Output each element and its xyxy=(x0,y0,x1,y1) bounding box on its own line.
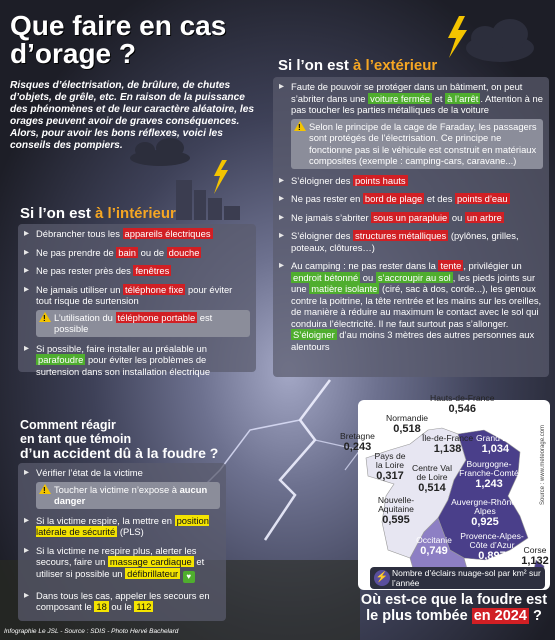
list-item: ▸ Ne jamais utiliser un téléphone fixe pour éviter tout risque de surtension xyxy=(24,284,250,307)
list-item: ▸ S’éloigner des points hauts xyxy=(279,175,543,187)
warning-icon xyxy=(39,312,51,322)
info-note: ! Selon le principe de la cage de Faraday, les passagers sont protégés de l’électrisation. Ce principe ne fonctionne pas si le véhicule est construit en matériaux composites (exemple : camping-cars, caravane...) xyxy=(291,119,543,169)
region-label: Centre Val de Loire 0,514 xyxy=(412,463,452,494)
map-legend: ⚡ Nombre d’éclairs nuage-sol par km² sur l’année xyxy=(370,567,545,589)
france-map xyxy=(340,393,550,590)
info-note: ! L’utilisation du téléphone portable est possible xyxy=(36,310,250,337)
region-label: Bretagne 0,243 xyxy=(340,431,375,453)
map-source: Source : www.meteorage.com xyxy=(540,424,546,505)
list-item: ▸ Vérifier l’état de la victime xyxy=(24,467,220,479)
city-icon xyxy=(176,180,240,220)
region-label: Occitanie 0,749 xyxy=(416,535,452,557)
section-title-interieur: Si l’on est à l’intérieur xyxy=(20,205,176,222)
map-question: Où est-ce que la foudre est le plus tombée en 2024 ? xyxy=(360,592,548,624)
interieur-panel xyxy=(18,224,256,377)
section-title-exterieur: Si l’on est à l’extérieur xyxy=(278,57,438,74)
list-item: ▸ Ne jamais s’abriter sous un parapluie ou un arbre xyxy=(279,212,543,224)
region-label: Pays de la Loire 0,317 xyxy=(374,451,406,482)
temoin-panel xyxy=(18,463,226,621)
lightning-bolt-main xyxy=(265,380,330,540)
list-item: ▸ Ne pas prendre de bain ou de douche xyxy=(24,247,250,259)
section-title-temoin: Comment réagir en tant que témoin d’un accident dû à la foudre ? xyxy=(20,418,219,461)
list-item: ▸ Dans tous les cas, appeler les secours en composant le 18 ou le 112 xyxy=(24,590,220,613)
exterieur-panel xyxy=(273,77,549,377)
page-title: Que faire en cas d’orage ? xyxy=(10,10,227,69)
list-item: ▸ Ne pas rester près des fenêtres xyxy=(24,265,250,277)
region-label: Île-de-France 1,138 xyxy=(422,433,474,455)
region-label: Bourgogne-Franche-Comté 1,243 xyxy=(459,459,519,490)
lightning-icon-small xyxy=(214,160,228,194)
warning-icon xyxy=(39,484,51,494)
region-label: Grand Est 1,034 xyxy=(476,433,515,455)
info-note: ! Toucher la victime n’expose à aucun danger xyxy=(36,482,220,509)
region-label: Provence-Alpes-Côte d’Azur 0,897 xyxy=(460,531,524,562)
list-item: ▸ Si la victime ne respire plus, alerter les secours, faire un massage cardiaque et utiliser si possible un défibrillateur ♥ xyxy=(24,545,220,583)
region-label: Nouvelle-Aquitaine 0,595 xyxy=(377,495,415,526)
list-item: ▸ S’éloigner des structures métalliques (pylônes, grilles, poteaux, clôtures…) xyxy=(279,230,543,253)
region-label: Auvergne-Rhône-Alpes 0,925 xyxy=(451,497,519,528)
cloud-icon xyxy=(466,19,534,62)
list-item: ▸ Faute de pouvoir se protéger dans un bâtiment, on peut s’abriter dans une voiture fermée et à l’arrêt . Attention à ne pas toucher les parties métalliques de la voiture xyxy=(279,81,543,116)
credits: Infographie Le JSL - Source : SDIS - Photo Hervé Bachelard xyxy=(4,628,179,635)
region-label: Normandie 0,518 xyxy=(386,413,429,435)
list-item: ▸ Au camping : ne pas rester dans la tente , privilégier un endroit bétonné ou s’accroupir au sol , les pieds joints sur une matière isolante (ciré, sac à dos, corde...), les genoux contre la poitrine, la tête rentrée et les mains sur les oreilles, de manière à réduire au maximum le contact avec le sol qui conduira l’électricité. Il ne faut surtout pas s’allonger. S’éloigner d’au moins 3 mètres des autres personnes aux alentours xyxy=(279,260,543,352)
region-label: Hauts-de-France 0,546 xyxy=(430,393,495,415)
warning-icon xyxy=(294,121,306,131)
intro-text: Risques d’électrisation, de brûlure, de chutes d’objets, de grêle, etc. En raison de la puissance des phénomènes et de leur caractère aléatoire, les orages peuvent avoir de graves conséquences. Alors, pour avoir les bons réflexes, voici les conseils des pompiers. xyxy=(10,80,255,151)
list-item: ▸ Ne pas rester en bord de plage et des points d’eau xyxy=(279,193,543,205)
list-item: ▸ Si possible, faire installer au préalable un parafoudre pour éviter les problèmes de surtension dans son installation électrique xyxy=(24,343,250,378)
lightning-icon xyxy=(448,16,467,58)
list-item: ▸ Si la victime respire, la mettre en position latérale de sécurité (PLS) xyxy=(24,515,220,538)
region-label: Corse 1,132 xyxy=(521,545,549,567)
lightning-icon: ⚡ xyxy=(374,570,390,586)
list-item: ▸ Débrancher tous les appareils électriques xyxy=(24,228,250,240)
defibrillator-icon: ♥ xyxy=(183,571,195,583)
